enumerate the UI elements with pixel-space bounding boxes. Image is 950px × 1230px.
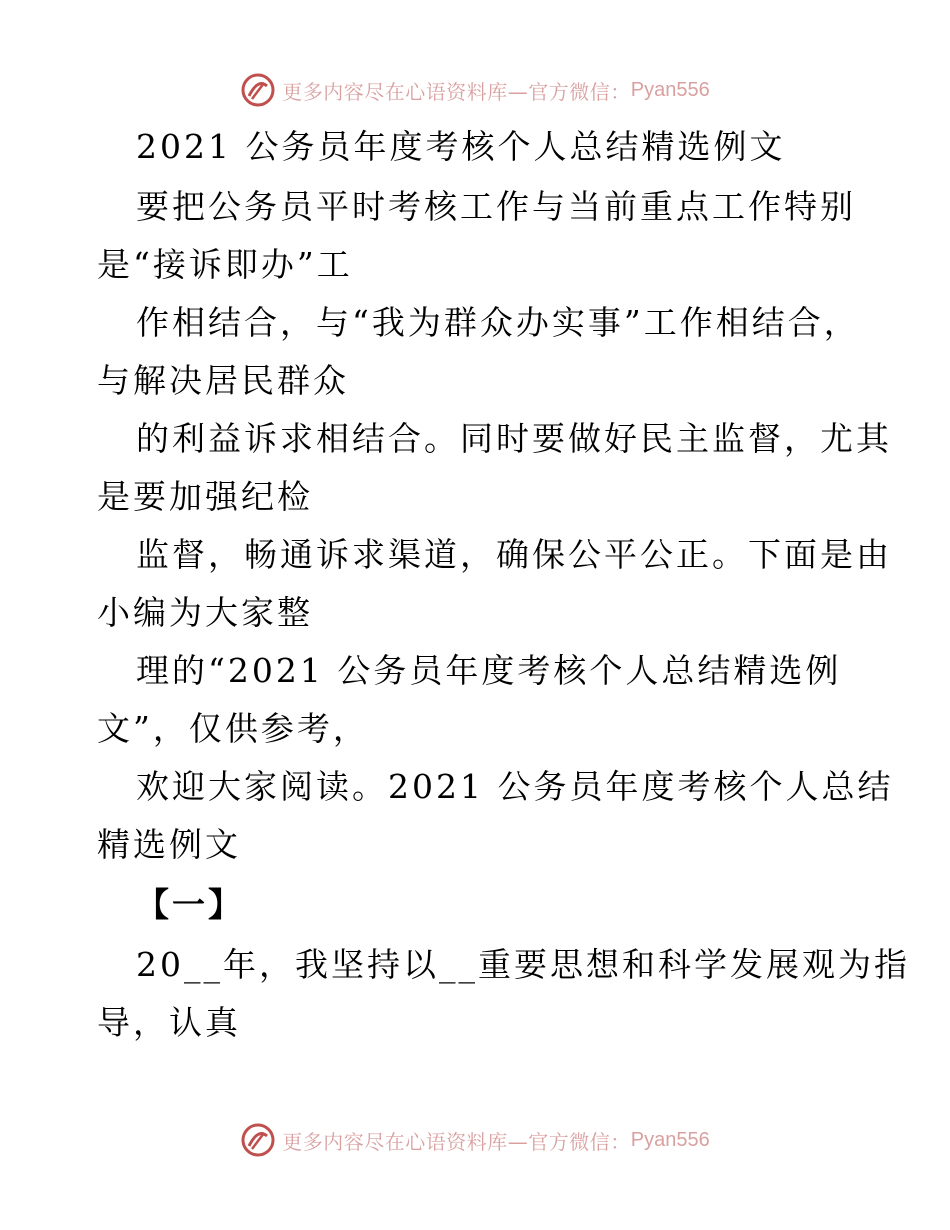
watermark-wechat-id: Pyan556: [630, 78, 710, 101]
header-watermark: [0, 70, 950, 110]
paragraph-line: 文”，仅供参考，: [97, 709, 369, 748]
paragraph-line: 理的“2021 公务员年度考核个人总结精选例: [136, 651, 842, 690]
document-title: 2021 公务员年度考核个人总结精选例文: [136, 127, 786, 166]
paragraph-line: 导，认真: [97, 1003, 241, 1042]
watermark-wechat-id: Pyan556: [630, 1128, 710, 1151]
paragraph-line: 是“接诉即办”工: [97, 245, 353, 284]
paragraph-line: 小编为大家整: [97, 593, 313, 632]
watermark-text: 更多内容尽在心语资料库—官方微信：: [282, 1129, 631, 1154]
paragraph-line: 与解决居民群众: [97, 361, 349, 400]
paragraph-line: 20__年，我坚持以__重要思想和科学发展观为指: [136, 945, 910, 984]
paragraph-line: 作相结合，与“我为群众办实事”工作相结合，: [136, 303, 860, 342]
watermark-text: 更多内容尽在心语资料库—官方微信：: [282, 79, 631, 104]
red-seal-logo-icon: [240, 1122, 276, 1158]
paragraph-line: 监督，畅通诉求渠道，确保公平公正。下面是由: [136, 535, 892, 574]
paragraph-line: 是要加强纪检: [97, 477, 313, 516]
footer-watermark: [0, 1120, 950, 1160]
paragraph-line: 的利益诉求相结合。同时要做好民主监督，尤其: [136, 419, 892, 458]
paragraph-line: 欢迎大家阅读。2021 公务员年度考核个人总结: [136, 767, 894, 806]
paragraph-line: 要把公务员平时考核工作与当前重点工作特别: [136, 187, 856, 226]
paragraph-line: 精选例文: [97, 825, 241, 864]
section-heading: 【一】: [136, 885, 244, 924]
red-seal-logo-icon: [240, 72, 276, 108]
